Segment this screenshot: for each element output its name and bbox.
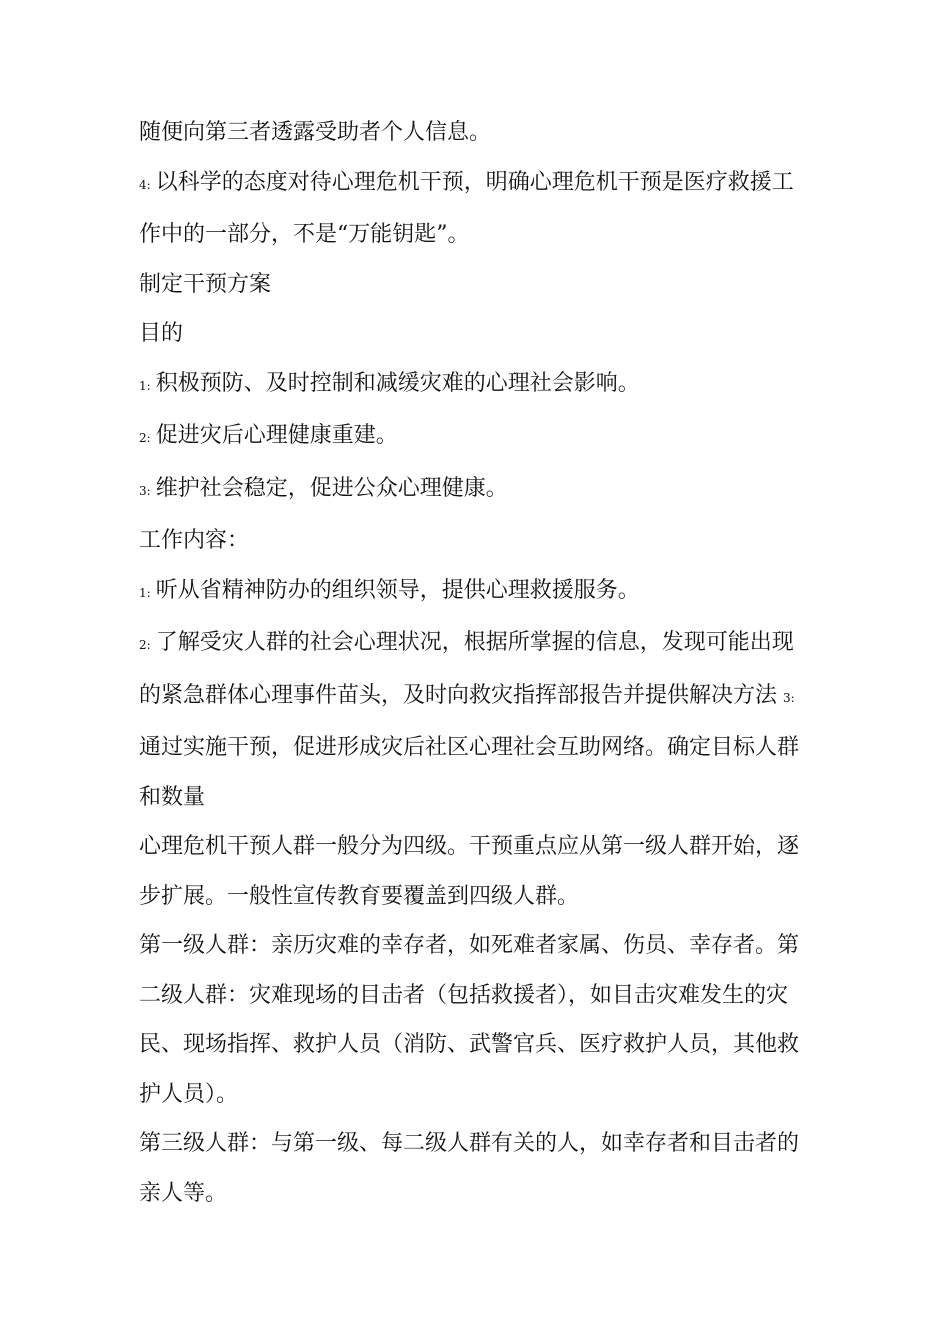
document-page	[139, 108, 811, 1218]
paragraph-text: 以科学的态度对待心理危机干预，明确心理危机干预是医疗救援工作中的一部分，不是“万能钥匙”。	[139, 169, 794, 247]
heading-plan	[139, 260, 811, 310]
paragraph-item-4	[139, 158, 811, 260]
item-number: 4:	[139, 177, 151, 192]
paragraph-levels-intro	[139, 822, 811, 921]
paragraph-work-2-3	[139, 618, 811, 822]
paragraph-text: 听从省精神防办的组织领导，提供心理救援服务。	[155, 577, 640, 603]
paragraph-text: 工作内容：	[139, 528, 250, 553]
paragraph-text: 维护社会稳定，促进公众心理健康。	[155, 475, 508, 501]
paragraph-purpose-3	[139, 464, 811, 517]
paragraph-level-3	[139, 1119, 811, 1218]
paragraph-work-1	[139, 566, 811, 619]
paragraph-text: 目的	[139, 321, 184, 346]
item-number: 1:	[139, 378, 151, 393]
paragraph-text: 第三级人群：与第一级、每二级人群有关的人，如幸存者和目击者的亲人等。	[139, 1131, 800, 1206]
paragraph-text: 积极预防、及时控制和减缓灾难的心理社会影响。	[155, 370, 640, 396]
item-number: 3:	[783, 690, 795, 705]
paragraph-levels-1-2	[139, 921, 811, 1119]
item-number: 3:	[139, 483, 151, 498]
paragraph-purpose-2	[139, 411, 811, 464]
paragraph-text: 了解受灾人群的社会心理状况，根据所掌握的信息，发现可能出现的紧急群体心理事件苗头，及时向救灾指挥部报告并提供解决方法	[139, 630, 794, 708]
paragraph-text: 制定干预方案	[139, 271, 272, 297]
item-number: 2:	[139, 638, 151, 652]
paragraph-text: 通过实施干预，促进形成灾后社区心理社会互助网络。确定目标人群和数量	[139, 735, 800, 810]
paragraph-text: 心理危机干预人群一般分为四级。干预重点应从第一级人群开始，逐步扩展。一般性宣传教育要覆盖到四级人群。	[139, 834, 800, 909]
paragraph-purpose-1	[139, 359, 811, 412]
heading-work-content	[139, 516, 811, 566]
paragraph-text: 随便向第三者透露受助者个人信息。	[139, 120, 492, 145]
paragraph-text: 第一级人群：亲历灾难的幸存者，如死难者家属、伤员、幸存者。第二级人群：灾难现场的目击者（包括救援者），如目击灾难发生的灾民、现场指挥、救护人员（消防、武警官兵、医疗救护人员，其他救护人员）。	[139, 933, 800, 1107]
paragraph-privacy	[139, 108, 811, 158]
paragraph-text: 促进灾后心理健康重建。	[155, 423, 398, 448]
item-number: 2:	[139, 431, 151, 445]
heading-purpose	[139, 309, 811, 359]
item-number: 1:	[139, 585, 151, 600]
